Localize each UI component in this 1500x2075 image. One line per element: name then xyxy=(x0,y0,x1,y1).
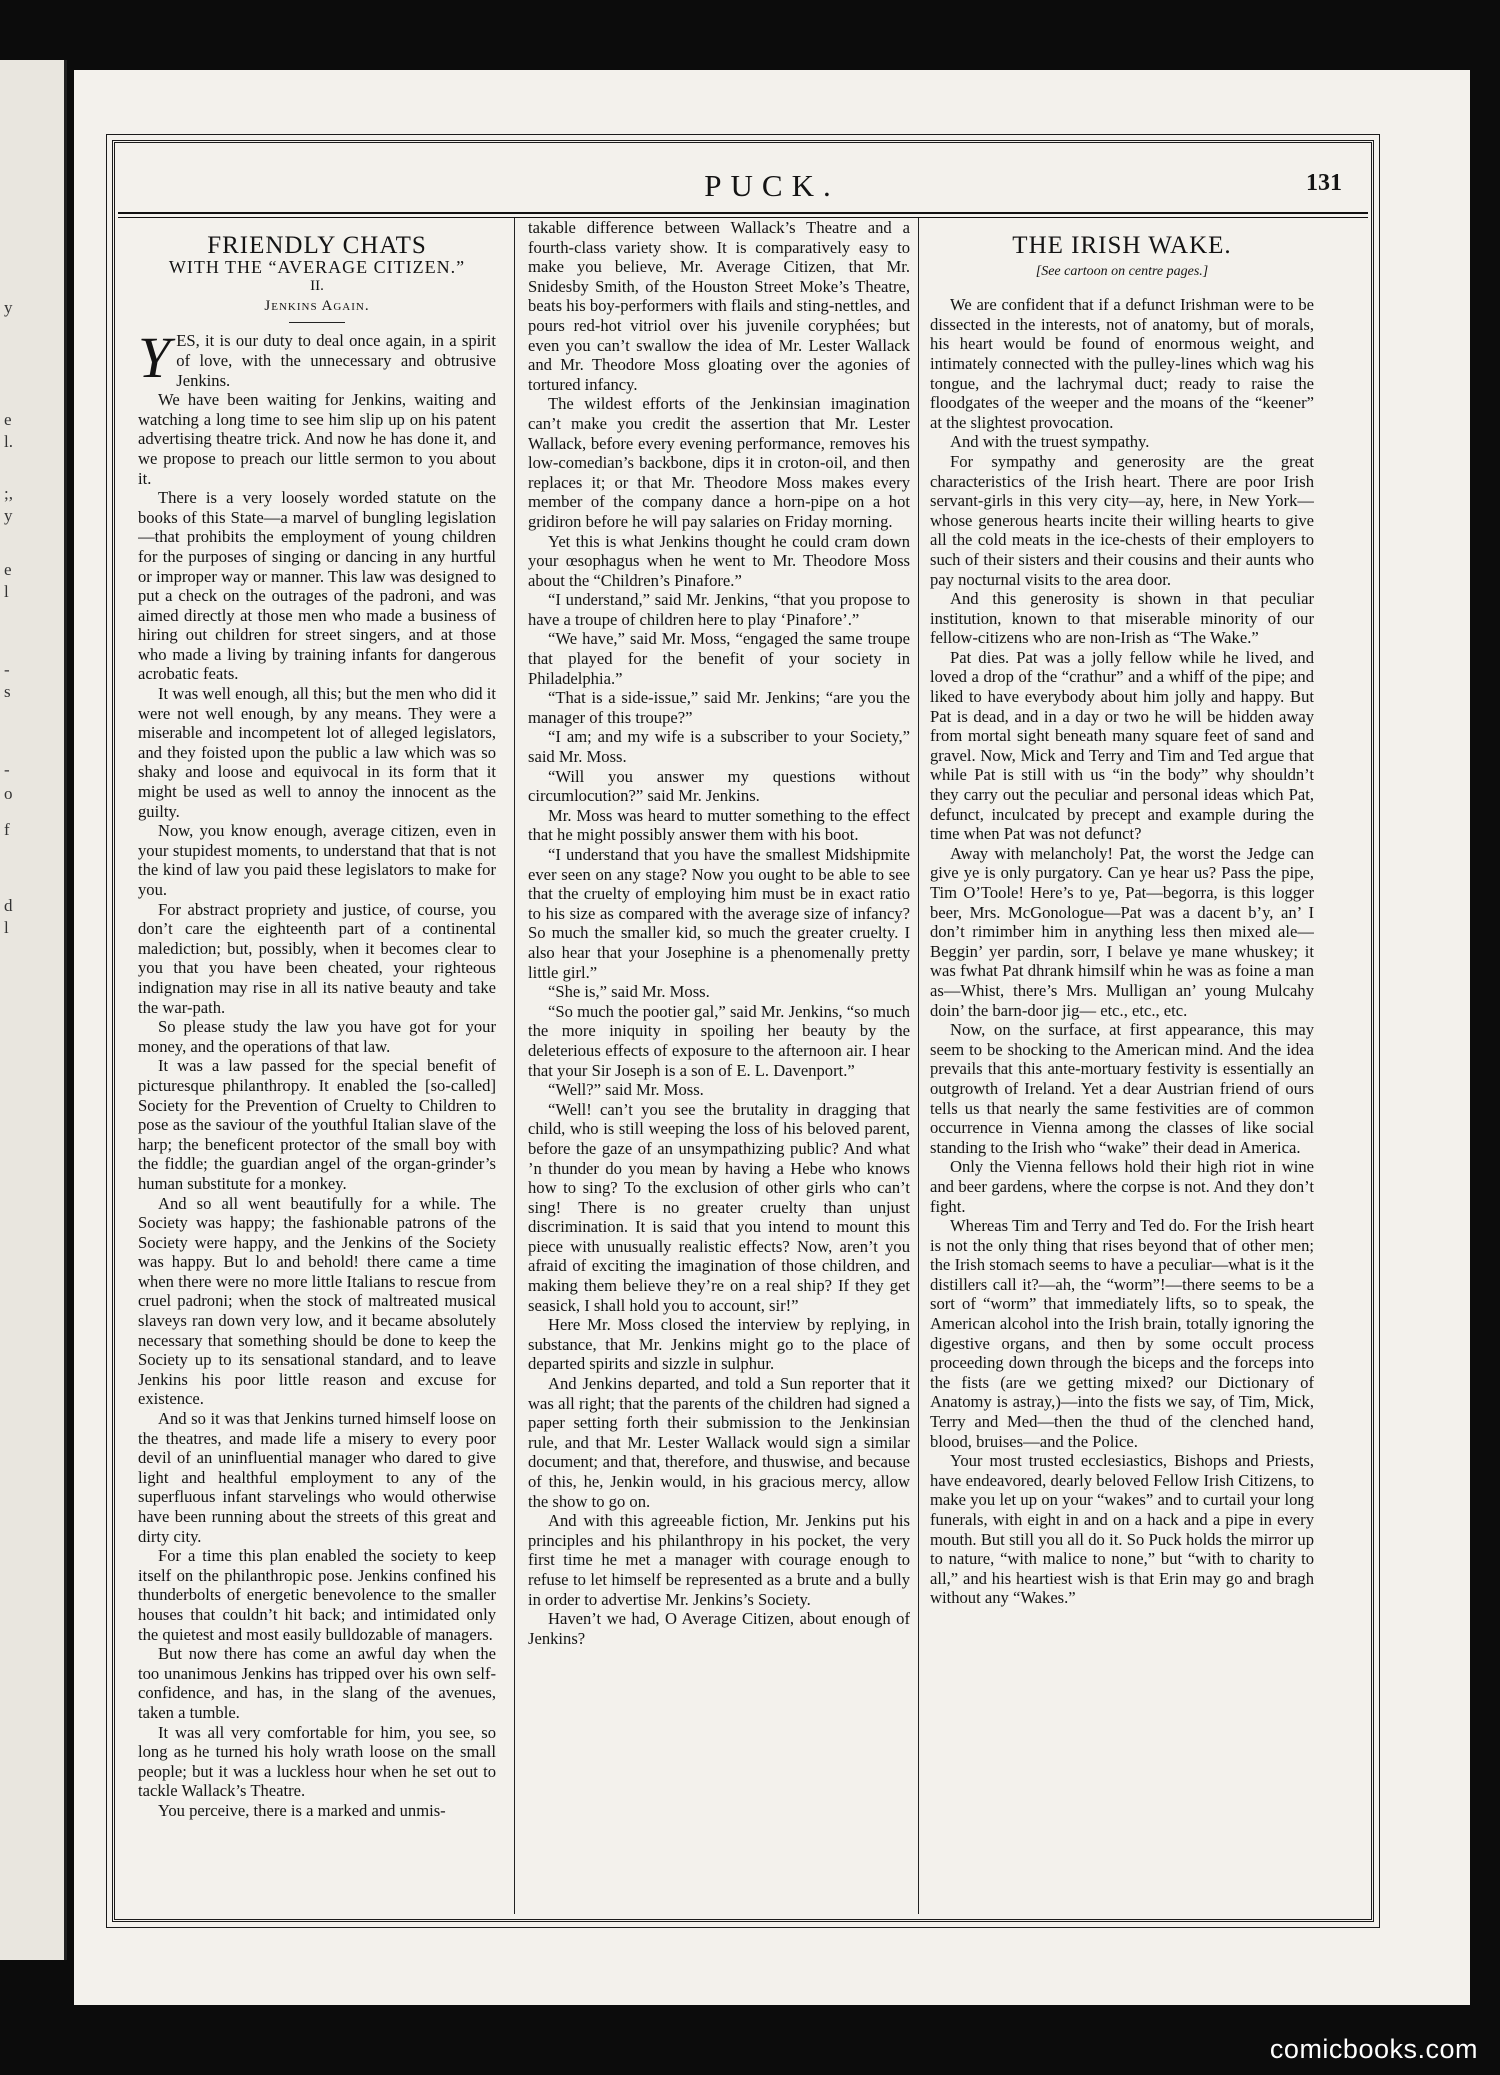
margin-fragment: o xyxy=(4,784,13,803)
paragraph: takable difference between Wallack’s Theatre and a fourth-class variety show. It is comparatively easy to make you believe, Mr. Average Citizen, that Mr. Snidesby Smith, of the Houston Street Moke’s Theatre, beats his boy-performers with flails and sting-nettles, and pours red-hot vitriol over his juvenile coryphées; but even you can’t swallow the idea of Mr. Lester Wallack and Mr. Theodore Moss gloating over the agonies of tortured infancy. xyxy=(528,218,910,394)
paragraph: “Will you answer my questions without circumlocution?” said Mr. Jenkins. xyxy=(528,766,910,806)
column-irish-wake xyxy=(930,218,1314,1906)
margin-fragment: l. xyxy=(4,432,13,451)
article-heading: FRIENDLY CHATS xyxy=(207,232,427,259)
paragraph: And Jenkins departed, and told a Sun reporter that it was all right; that the parents of the children had signed a paper setting forth their submission to the Jenkinsian rule, and that Mr. Lester Wallack would sign a similar document; and that, therefore, and thuswise, and because of this, he, Jenkin would, in his gracious mercy, allow the show to go on. xyxy=(528,1374,910,1511)
paragraph: It was well enough, all this; but the men who did it were not well enough, by any means. They were a miserable and incompetent lot of alleged legislators, and they foisted upon the public a law which was so shaky and loose and equivocal in its form that it might be used as well to annoy the innocent as the guilty. xyxy=(138,684,496,821)
paragraph xyxy=(138,325,496,391)
drop-cap: Y xyxy=(138,325,171,391)
margin-fragment: e xyxy=(4,560,12,579)
paragraph: So please study the law you have got for your money, and the operations of that law. xyxy=(138,1017,496,1056)
margin-fragment: - xyxy=(4,660,10,679)
paragraph: It was all very comfortable for him, you see, so long as he turned his holy wrath loose on the small people; but it was a luckless hour when he set out to tackle Wallack’s Theatre. xyxy=(138,1722,496,1801)
paragraph: “Well?” said Mr. Moss. xyxy=(548,1080,704,1100)
paragraph: “Well! can’t you see the brutality in dragging that child, who is still weeping the loss of his beloved parent, before the gaze of an unsympathizing public? And what ’n thunder do you mean by having a Hebe who knows how to sing? To the exclusion of other girls who can’t sing! There is no greater cruelty than unjust discrimination. It is said that you intend to mount this piece with unusually realistic effects? Now, aren’t you afraid of exciting the imagination of those children, and making them believe they’re on a real ship? If they get seasick, I shall hold you to account, sir!” xyxy=(528,1099,910,1315)
paragraph: Mr. Moss was heard to mutter something to the effect that he might possibly answer them with his boot. xyxy=(528,805,910,845)
margin-fragment: y xyxy=(4,298,13,317)
section-title: Jenkins Again. xyxy=(264,297,370,314)
paragraph: For a time this plan enabled the society to keep itself on the philanthropic pose. Jenkins confined his thunderbolts of energetic benevolence to the smaller houses that couldn’t hit back; and intimidated only the quietest and most easily bulldozable of managers. xyxy=(138,1546,496,1644)
paragraph: “I understand,” said Mr. Jenkins, “that you propose to have a troupe of children here to play ‘Pinafore’.” xyxy=(528,590,910,629)
site-watermark: comicbooks.com xyxy=(1269,2034,1478,2064)
margin-fragment: l xyxy=(4,582,9,601)
column-divider xyxy=(514,218,515,1914)
paragraph: “I am; and my wife is a subscriber to your Society,” said Mr. Moss. xyxy=(528,727,910,767)
margin-fragment: ;, xyxy=(4,484,13,503)
paragraph: Haven’t we had, O Average Citizen, about enough of Jenkins? xyxy=(528,1609,910,1648)
paragraph: And with the truest sympathy. xyxy=(950,432,1150,452)
paragraph-text: ES, it is our duty to deal once again, in a spirit of love, with the unnecessary and obtrusive Jenkins. xyxy=(176,331,496,390)
paragraph: And so it was that Jenkins turned himself loose on the theatres, and made life a misery to every poor devil of an uninfluential manager who dared to give light and healthful employment to any of the superfluous infant starvelings who would otherwise have been running about the streets of this great and dirty city. xyxy=(138,1409,496,1546)
paragraph: There is a very loosely worded statute on the books of this State—a marvel of bungling legislation—that prohibits the employment of young children for the purposes of singing or dancing in any hurtful or improper way or manner. This law was designed to put a check on the outrages of the padroni, and was aimed directly at those men who made a business of hiring out children for street singers, and at those who made a living by training infants for dangerous acrobatic feats. xyxy=(138,488,496,684)
magazine-page xyxy=(74,70,1470,2005)
paragraph: Your most trusted ecclesiastics, Bishops and Priests, have endeavored, dearly beloved Fellow Irish Citizens, to make you let up on your “wakes” and to curtail your long funerals, with eight in and on a hack and a pipe in every mouth. But still you all do it. So Puck holds the mirror up to nature, “with malice to none,” but “with to charity to all,” and his heartiest wish is that Erin may go and bragh without any “Wakes.” xyxy=(930,1451,1314,1608)
margin-fragment: l xyxy=(4,918,9,937)
article-heading: THE IRISH WAKE. xyxy=(1012,232,1232,259)
column-divider xyxy=(918,218,919,1914)
page-number: 131 xyxy=(1306,170,1342,196)
paragraph: For abstract propriety and justice, of course, you don’t care the eighteenth part of a continental malediction; but, possibly, when it becomes clear to you that you have been cheated, your righteous indignation may rise in all its native beauty and take the war-path. xyxy=(138,899,496,1017)
paragraph: But now there has come an awful day when the too unanimous Jenkins has tripped over his own self-confidence, and has, in the slang of the avenues, taken a tumble. xyxy=(138,1644,496,1722)
paragraph: Now, on the surface, at first appearance, this may seem to be shocking to the American mind. And the idea prevails that this ante-mortuary festivity is essentially an outgrowth of Ireland. Yet a dear Austrian friend of ours tells us that nearly the same festivities are of common occurrence in Vienna among the classes of like social standing to the Irish who “wake” their dead in America. xyxy=(930,1020,1314,1157)
paragraph: “That is a side-issue,” said Mr. Jenkins; “are you the manager of this troupe?” xyxy=(528,688,910,727)
article-subheading: WITH THE “AVERAGE CITIZEN.” xyxy=(168,256,466,277)
paragraph: You perceive, there is a marked and unmis- xyxy=(158,1800,446,1820)
paragraph: Now, you know enough, average citizen, even in your stupidest moments, to understand that that is not the kind of law you paid these legislators to make for you. xyxy=(138,821,496,899)
margin-fragment: e xyxy=(4,410,12,429)
paragraph: For sympathy and generosity are the great characteristics of the Irish heart. There are poor Irish servant-girls in this very city—ay, here, in New York—whose generous hearts incite their willing hearts to give all the cold meats in the ice-chests of their employers to such of their sisters and their cousins and their aunts who pay nocturnal visits to the area door. xyxy=(930,451,1314,589)
paragraph: “We have,” said Mr. Moss, “engaged the same troupe that played for the benefit of your society in Philadelphia.” xyxy=(528,629,910,688)
paragraph: The wildest efforts of the Jenkinsian imagination can’t make you credit the assertion that Mr. Lester Wallack, before every evening performance, removes his low-comedian’s backbone, dips it in croton-oil, and then replaces it; or that Mr. Theodore Moss makes every member of the company dance a horn-pipe on a hot gridiron before he will pay salaries on Friday morning. xyxy=(528,394,910,531)
paragraph: “She is,” said Mr. Moss. xyxy=(548,982,710,1002)
margin-fragment: s xyxy=(4,682,11,701)
masthead-title: PUCK. xyxy=(704,168,840,203)
heading-rule xyxy=(289,322,345,323)
paragraph: “So much the pootier gal,” said Mr. Jenkins, “so much the more iniquity in spoiling her beauty by the deleterious effects of exposure to the afternoon air. I hear that your Sir Joseph is a son of E. L. Davenport.” xyxy=(528,1001,910,1080)
margin-fragment: d xyxy=(4,896,13,915)
column-friendly-chats xyxy=(138,218,496,1906)
paragraph: Away with melancholy! Pat, the worst the Jedge can give ye is only purgatory. Can ye hear us? Pass the pipe, Tim O’Toole! Here’s to ye, Pat—begorra, is this logger beer, Mrs. McGonologue—Pat was a dacent b’y, an’ I don’t rimimber him in anything less then mixed ale—Beggin’ yer pardin, sorr, I belave ye mane whuskey; it was fwhat Pat dhrank himsilf whin he was as foine a man as—Whist, there’s Mrs. Mulligan an’ young Mulcahy doin’ the barn-door jig— etc., etc., etc. xyxy=(930,843,1314,1020)
paragraph: Yet this is what Jenkins thought he could cram down your œsophagus when he went to Mr. Theodore Moss about the “Children’s Pinafore.” xyxy=(528,531,910,590)
paragraph: We have been waiting for Jenkins, waiting and watching a long time to see him slip up on his patent advertising theatre trick. And now he has done it, and we propose to preach our little sermon to you about it. xyxy=(138,390,496,488)
adjacent-page-edge xyxy=(0,60,67,1960)
paragraph: It was a law passed for the special benefit of picturesque philanthropy. It enabled the [so-called] Society for the Prevention of Cruelty to Children to pose as the saviour of the youthful Italian slave of the harp; the beneficent protector of the small boy with the fiddle; the guardian angel of the organ-grinder’s human substitute for a monkey. xyxy=(138,1056,496,1193)
margin-fragment: y xyxy=(4,506,13,525)
paragraph: Here Mr. Moss closed the interview by replying, in substance, that Mr. Jenkins might go to the place of departed spirits and sizzle in sulphur. xyxy=(528,1315,910,1374)
paragraph: And so all went beautifully for a while. The Society was happy; the fashionable patrons of the Society were happy, and the Jenkins of the Society was happy. But lo and behold! there came a time when there were no more little Italians to rescue from cruel padroni; when the stock of maltreated musical slaveys ran down very low, and it became absolutely necessary that something should be done to keep the Society up to its sensational standard, and to leave Jenkins his poor little reason and excuse for existence. xyxy=(138,1193,496,1409)
paragraph: “I understand that you have the smallest Midshipmite ever seen on any stage? Now you ought to be able to see that the cruelty of employing him must be in exact ratio to his size as compared with the average size of infancy? So much the smaller kid, so much the greater cruelty. I also hear that your Josephine is a phenomenally pretty little girl.” xyxy=(528,845,910,982)
margin-fragment: - xyxy=(4,760,10,779)
paragraph: And with this agreeable fiction, Mr. Jenkins put his principles and his philanthropy in his pocket, the very first time he met a manager with courage enough to refuse to let himself be represented as a brute and a bully in order to advertise Mr. Jenkins’s Society. xyxy=(528,1511,910,1609)
paragraph: We are confident that if a defunct Irishman were to be dissected in the interests, not of anatomy, but of morals, his heart would be found of enormous weight, and intimately connected with the pulley-lines which wag his tongue, and the lachrymal duct; ready to raise the floodgates of the weeper and the moans of the “keener” at the slightest provocation. xyxy=(930,295,1314,432)
margin-fragment: f xyxy=(4,820,10,839)
cartoon-note: [See cartoon on centre pages.] xyxy=(1035,263,1209,279)
paragraph: Whereas Tim and Terry and Ted do. For the Irish heart is not the only thing that rises beyond that of other men; the Irish stomach seems to have a peculiar—what is it the distillers call it?—ah, the “worm”!—there seems to be a sort of “worm” that immediately lifts, so to speak, the American alcohol into the Irish brain, totally ignoring the digestive organs, and then by some occult process proceeding down through the biceps and the forceps into the fists (are we getting mixed? our Dictionary of Anatomy is astray,)—into the fists we say, of Tim, Mick, Terry and Med—then the thud of the clenched hand, blood, bruises—and the Police. xyxy=(930,1216,1314,1451)
paragraph: Only the Vienna fellows hold their high riot in wine and beer gardens, where the corpse is not. And they don’t fight. xyxy=(930,1157,1314,1216)
article-number: II. xyxy=(310,278,324,295)
paragraph: Pat dies. Pat was a jolly fellow while he lived, and loved a drop of the “crathur” and a whiff of the pipe; and liked to have everybody about him jolly and happy. But Pat is dead, and in a day or two he will be hidden away from mortal sight beneath many square feet of sand and gravel. Now, Mick and Terry and Tim and Ted argue that while Pat is still with us “in the body” why shouldn’t they carry out the peculiar and personal ideas which Pat, defunct, inculcated by precept and example during the time when Pat was not defunct? xyxy=(930,647,1314,844)
paragraph: And this generosity is shown in that peculiar institution, known to that miserable minority of our fellow-citizens who are non-Irish as “The Wake.” xyxy=(930,589,1314,648)
column-continuation xyxy=(528,218,910,1906)
